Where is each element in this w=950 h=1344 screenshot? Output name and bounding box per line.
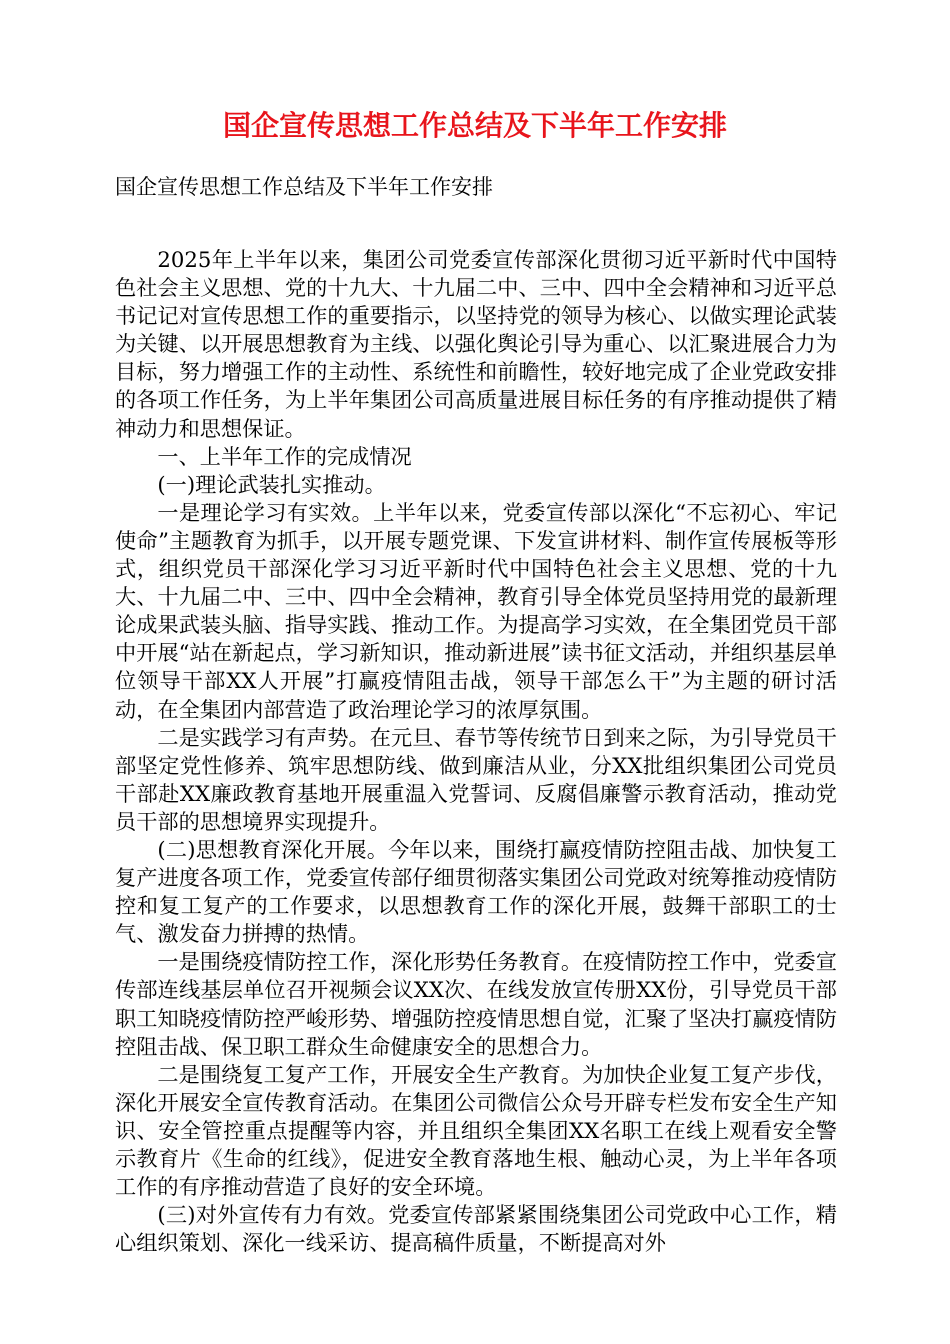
paragraph-practice-study: 二是实践学习有声势。在元旦、春节等传统节日到来之际，为引导党员干部坚定党性修养、筑牢思想防线、做到廉洁从业，分XX批组织集团公司党员干部赴XX廉政教育基地开展重温入党誓词、反腐倡廉警示教育活动，推动党员干部的思想境界实现提升。 [115, 724, 837, 834]
paragraph-theory-study: 一是理论学习有实效。上半年以来，党委宣传部以深化“不忘初心、牢记使命”主题教育为抓手，以开展专题党课、下发宣讲材料、制作宣传展板等形式，组织党员干部深化学习习近平新时代中国特色社会主义思想、党的十九大、十九届二中、三中、四中全会精神，教育引导全体党员坚持用党的最新理论成果武装头脑、指导实践、推动工作。为提高学习实效，在全集团党员干部中开展“站在新起点，学习新知识，推动新进展”读书征文活动，并组织基层单位领导干部XX人开展”打赢疫情阻击战，领导干部怎么干”为主题的研讨活动，在全集团内部营造了政治理论学习的浓厚氛围。 [115, 499, 837, 722]
document-title: 国企宣传思想工作总结及下半年工作安排 [222, 109, 727, 142]
document-body [115, 246, 837, 1257]
paragraph-external-publicity: (三)对外宣传有力有效。党委宣传部紧紧围绕集团公司党政中心工作，精心组织策划、深化一线采访、提高稿件质量，不断提高对外 [115, 1202, 837, 1256]
subsection-heading-1: (一)理论武装扎实推动。 [157, 471, 386, 497]
paragraph-safety-education: 二是围绕复工复产工作，开展安全生产教育。为加快企业复工复产步伐，深化开展安全宣传教育活动。在集团公司微信公众号开辟专栏发布安全生产知识、安全管控重点提醒等内容，并且组织全集团XX名职工在线上观看安全警示教育片《生命的红线》，促进安全教育落地生根、触动心灵，为上半年各项工作的有序推动营造了良好的安全环境。 [115, 1061, 837, 1200]
paragraph-epidemic-prevention: 一是围绕疫情防控工作，深化形势任务教育。在疫情防控工作中，党委宣传部连线基层单位召开视频会议XX次、在线发放宣传册XX份，引导党员干部职工知晓疫情防控严峻形势、增强防控疫情思想自觉，汇聚了坚决打赢疫情防控阻击战、保卫职工群众生命健康安全的思想合力。 [115, 949, 837, 1059]
paragraph-intro: 2025年上半年以来，集团公司党委宣传部深化贯彻习近平新时代中国特色社会主义思想、党的十九大、十九届二中、三中、四中全会精神和习近平总书记记对宣传思想工作的重要指示，以坚持党的领导为核心、以做实理论武装为关键、以开展思想教育为主线、以强化舆论引导为重心、以汇聚进展合力为目标，努力增强工作的主动性、系统性和前瞻性，较好地完成了企业党政安排的各项工作任务，为上半年集团公司高质量进展目标任务的有序推动提供了精神动力和思想保证。 [115, 247, 837, 441]
section-heading-1: 一、上半年工作的完成情况 [157, 443, 412, 469]
paragraph-ideological-education: (二)思想教育深化开展。今年以来，围绕打赢疫情防控阻击战、加快复工复产进度各项工作，党委宣传部仔细贯彻落实集团公司党政对统筹推动疫情防控和复工复产的工作要求，以思想教育工作的深化开展，鼓舞干部职工的士气、激发奋力拼搏的热情。 [115, 836, 837, 947]
document-subtitle: 国企宣传思想工作总结及下半年工作安排 [115, 175, 493, 199]
